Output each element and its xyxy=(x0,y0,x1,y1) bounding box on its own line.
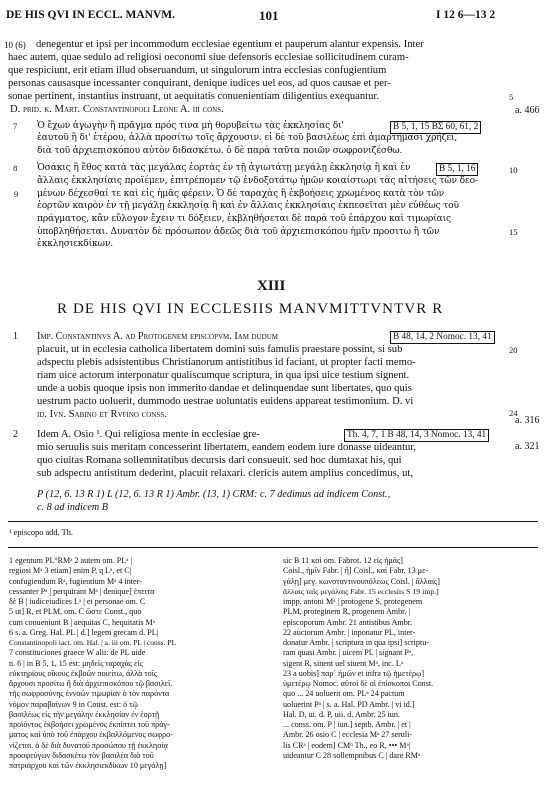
apparatus-line: confugiendum Rᵃ, fugientium Mᵃ 4 inter- xyxy=(9,576,142,586)
text-line: unde a uobis quoque ipsis non immerito dandae et delinquendae sunt libertates, quo quis xyxy=(37,383,412,394)
concordance-box: B 48, 14, 2 Nomoc. 13, 41 xyxy=(390,331,495,344)
line-number: 24 xyxy=(509,408,518,418)
greek-line: Ὁ ἔχων ἀγωγὴν ἢ πρᾶγμα πρός τινα μὴ θορυβείτω τὰς ἐκκλησίας δι' xyxy=(37,121,344,131)
law-number: 2 xyxy=(13,429,18,440)
concordance-box: B 5, 1, 16 xyxy=(436,163,478,176)
greek-line: ἄλλαις ἐκκλησίαις προϊέμεν, ἐπιτρέπομεν τῷ ἐνδοξοτάτῳ ἡμῶν κοιαίστωρι τὰς αἰτήσεις τῶν δεο- xyxy=(37,176,478,186)
subscription-date: id. Ivn. Sabino et Rvfino conss. xyxy=(37,409,167,420)
text-line: adspectu plebis adsistentibus Christianorum antistitibus id faciant, ut propter facti memo- xyxy=(37,357,416,368)
manuscript-sigla: P (12, 6. 13 R 1) L (12, 6. 13 R 1) Ambr. (13, 1) CRM: c. 7 dedimus ad indicem Const., xyxy=(37,489,391,500)
apparatus-line: 7 constituciones graece W alii: de PL uide xyxy=(9,648,146,658)
text-line: riam uice actorum interponatur qualiscumque scriptura, in qua ipsi uice testium signent. xyxy=(37,370,410,381)
text-line: sub adspectu antistitum dederint, placuit relaxari. clericis autem amplius concedimus, ut, xyxy=(37,468,413,479)
apparatus-line: episcoporum Ambr. 21 antistibus Ambr. xyxy=(283,617,413,627)
apparatus-line: ματος καὶ ὑπὸ τοῦ ἐπάρχου ἐκβαλλόμενος σωφρο- xyxy=(9,730,173,740)
apparatus-line: 1 egentum PL°RMᵃ 2 autem om. PLᵃ | xyxy=(9,556,133,565)
apparatus-right-column xyxy=(283,556,543,761)
text-line: haec autem, quae sedulo ad religiosi oeconomi siue defensoris ecclesiae sollicitudinem curam- xyxy=(8,52,409,63)
greek-line: Ὁσάκις ἢ ἔθος κατὰ τὰς μεγάλας ἑορτὰς ἐν τῇ ἁγιωτάτῃ μεγάλῃ ἐκκλησίᾳ ἢ καὶ ἐν xyxy=(37,163,411,173)
apparatus-line: προϊόντος ἐκβοήσει χρωμένος ἐκπίπτει τοῦ πράγ- xyxy=(9,720,170,729)
apparatus-line: βασιλέως εἰς τὴν μεγάλην ἐκκλησίαν ἐν ἑορτῇ xyxy=(9,709,160,719)
divider xyxy=(8,547,538,548)
apparatus-line: δὲ B | iudiceiudices Lᵃ | et personae om. C xyxy=(9,597,146,606)
year-margin: a. 321 xyxy=(515,441,540,452)
apparatus-line: 5 ut] R, et PLM, om. C ὥστε Const., quo xyxy=(9,607,142,617)
line-number: 20 xyxy=(509,345,518,355)
apparatus-line: cessanter Pᵃ | perquirant Mᵃ | denique] ἐπειτα xyxy=(9,586,155,596)
text-line: denegentur et ipsi per incommodum ecclesiae egentium et pauperum alantur expensis. Inter xyxy=(36,39,424,50)
greek-line: ἑαυτοῦ ἢ δι' ἑτέρου, ἀλλὰ προσίτω τοῖς ἄρχουσιν. εἰ δὲ τοῦ βασιλέως ἐπὶ ἁμαρτήμασι χρήζει, xyxy=(37,133,458,143)
greek-line: ἑορτῶν καιρὸν ἐν τῇ μεγάλῃ ἐκκλησίᾳ ἢ καὶ ἐν ἄλλαις ἐκκλησίαις ἐκπεσεῖται μὲν εὐθέως τοῦ xyxy=(37,201,459,211)
apparatus-line: ὑμετέρῳ Nomoc. αὐτοὶ δὲ οἱ ἐπίσκοποι Const. xyxy=(283,679,434,688)
apparatus-line: τῆς σωφροσύνης ἐννοών τιμωρίαν ὁ τὸν παρόντα xyxy=(9,689,170,699)
law-number: 1 xyxy=(13,331,18,342)
apparatus-line: Constantinopoli iact. om. Hal. | a. iii om. PL | conss. PL xyxy=(9,638,177,647)
apparatus-line: νόμον παραβαίνων 9 in Const. est: ὁ τῷ xyxy=(9,699,138,709)
apparatus-line: n. 6 | in B 5, 1, 15 est: μηδεὶς ταραχὰς εἰς xyxy=(9,658,143,668)
apparatus-line: regiosi Mᵃ 3 etiam] enim P, ɥ Lᵃ, et C| xyxy=(9,566,132,576)
inscription: Imp. Constantinvs A. ad Protogenem episcopvm. Iam dudum xyxy=(37,331,279,342)
apparatus-line: sic B 11 καὶ om. Fabrot. 12 εἰς ἡμᾶς] xyxy=(283,556,403,565)
title-numeral: XIII xyxy=(257,278,286,294)
greek-line: ὑποβληθήσεται. Δυνατὸν δὲ πρόσωπον ἀδεῶς διὰ τοῦ ἀρχιεπισκόπου ἡμῖν προσιτω ἢ τῶν xyxy=(37,227,440,237)
divider xyxy=(8,521,538,522)
apparatus-line: νίζεται. ὁ δὲ διὰ δυνατοῦ προσώπου τῇ ἐκκλησίᾳ xyxy=(9,740,168,750)
apparatus-line: uideantur C 28 sollempnibus C | dare RMᵃ xyxy=(283,750,421,760)
apparatus-line: donatur Ambr. | scriptura in qua ipsi] scriptu- xyxy=(283,638,429,647)
inscription: Idem A. Osio ¹. Qui religiosa mente in ecclesiae gre- xyxy=(37,429,260,440)
footnote: ¹ episcopo add. Th. xyxy=(9,528,73,537)
page-number: 101 xyxy=(259,8,279,23)
line-number: 5 xyxy=(509,92,514,102)
apparatus-line: 22 auctorum Ambr. | inponatur PL, inter- xyxy=(283,627,416,637)
apparatus-line: Hal. D, ui. d. P, uii. d. Ambr. 25 iun. xyxy=(283,709,400,719)
text-line: uestrum pacto uoluerit, dummodo uestrae uoluntatis euidens appareat testimonium. D. vi xyxy=(37,396,414,407)
year-margin: a. 466 xyxy=(515,105,540,116)
apparatus-line: quo ... 24 uoluerit om. PLᵃ 24 pactum xyxy=(283,689,405,699)
text-line: placuit, ut in ecclesia catholica libertatem domini suis famulis praestare possint, si sub xyxy=(37,344,403,355)
text-line: sonae pertinent, instantius instruant, ut aequitatis conuenientiam diligentius exequantur. xyxy=(8,91,379,102)
running-head-ref: I 12 6—13 2 xyxy=(436,9,496,21)
apparatus-line: ... conss. om. P | iun.] septb. Ambr. | et | xyxy=(283,720,411,729)
apparatus-line: impp. antoni Mᵃ | protogene S, protegenem xyxy=(283,597,423,606)
line-number: 10 xyxy=(509,165,518,175)
year-margin: a. 316 xyxy=(515,415,540,426)
apparatus-line: πατριάρχου καὶ τῶν ἐκκλησιεκδίκων 10 μεγάλῃ] xyxy=(9,761,167,770)
section-label: 10 (6) xyxy=(4,40,26,50)
title-heading: R DE HIS QVI IN ECCLESIIS MANVMITTVNTVR R xyxy=(57,301,444,317)
apparatus-line: 6 s. a. Greg. Hal. PL | d.] legem grecam d. PL| xyxy=(9,627,159,637)
apparatus-line: ἄλλαις ταῖς μεγάλαις Fabr. 15 ecclesiis S 19 imp.] xyxy=(283,586,439,596)
apparatus-line: γάλῃ] μεγ. κωνσταντινουπόλεως Coisl. | ἄλλαις] xyxy=(283,576,440,586)
text-line: quo ciuitas Romana sollemnitatibus decursis dari consueuit. sed hoc dumtaxat his, qui xyxy=(37,455,402,466)
apparatus-left-column xyxy=(9,556,271,771)
text-line: personas causasque incessanter conquirant, denique iudices uel eos, ad quos causae et per- xyxy=(8,78,391,89)
apparatus-line: uoluerint Pᵃ | s. a. Hal. PD Ambr. | vi id.] xyxy=(283,699,415,709)
line-number: 9 xyxy=(14,189,19,199)
concordance-box: Th. 4, 7, 1 B 48, 14, 3 Nomoc. 13, 41 xyxy=(344,429,489,442)
apparatus-line: Coisl., ἡμῖν Fabr. | ἢ] Coisl., καὶ Fabr. 13 με- xyxy=(283,566,429,576)
apparatus-line: PLM, proteginem R, progenem Ambr. | xyxy=(283,607,411,617)
apparatus-line: προσφεύγων διδασκέτω τὸν βασιλέα διὰ τοῦ xyxy=(9,750,154,760)
greek-line: πράγματος, κἂν εὔλογον ἔχειν τι δόξειεν, ἐκβληθήσεται δὲ παρὰ τοῦ ἐπάρχου καὶ τιμωρίαις xyxy=(37,214,451,224)
apparatus-line: lis CRᵃ | eodem] CMᵇ Th., eo R, ••• Mᵃ| xyxy=(283,740,411,750)
greek-line: ἐκκλησιεκδίκων. xyxy=(37,239,113,249)
apparatus-line: εὐκτηρίους οἴκους ἐκβοῶν ποιείτω, ἀλλὰ τοῖς xyxy=(9,668,158,678)
apparatus-line: ram quasi Ambr. | uicem PL | signant Pᵃ, xyxy=(283,648,414,658)
apparatus-line: Ambr. 26 osio C | ecclesia Mᵃ 27 seruli- xyxy=(283,730,413,740)
greek-line: διὰ τοῦ ἀρχιεπισκόπου αὐτὸν διδασκέτω. ὁ δὲ παρὰ ταῦτα ποιῶν σωφρονιζέσθω. xyxy=(37,146,403,156)
greek-line: μένων δέχεσθαί τε καὶ εἰς ἡμᾶς φέρειν. Ὁ δὲ ταραχὰς ἢ ἐκβοήσεις χρωμένος κατὰ τὸν τῶν xyxy=(37,189,445,199)
text-line: que respiciunt, erit etiam illud obseruandum, ut singulorum intra ecclesias confugientium xyxy=(8,65,387,76)
law-number: 8 xyxy=(13,163,18,173)
apparatus-line: sigent R, sinent uel siuent Mᵃ, inc. Lᵃ xyxy=(283,658,403,668)
apparatus-line: 23 a uobis] παρ᾽ ἡμῶν et infra τῷ ἡμετέρῳ] xyxy=(283,668,425,678)
manuscript-sigla: c. 8 ad indicem B xyxy=(37,502,109,513)
line-number: 15 xyxy=(509,227,518,237)
concordance-box: B 5, 1, 15 ΒΣ 60, 61, 2 xyxy=(390,121,481,134)
apparatus-line: cum conueniunt B | aequitas C, hequitatis Mᵃ xyxy=(9,617,155,627)
law-number: 7 xyxy=(13,121,18,131)
subscription-date: D. prid. k. Mart. Constantinopoli Leone A. iii cons. xyxy=(10,104,224,115)
text-line: mio seruulis suis meritam concesserint libertatem, eandem eodem iure donasse uideantur, xyxy=(37,442,417,453)
running-head: DE HIS QVI IN ECCL. MANVM. xyxy=(6,9,175,21)
apparatus-line: ἄρχουσι προσίτω ἢ διὰ ἀρχιεπισκόπου τῷ βασιλεῖ. xyxy=(9,679,173,688)
